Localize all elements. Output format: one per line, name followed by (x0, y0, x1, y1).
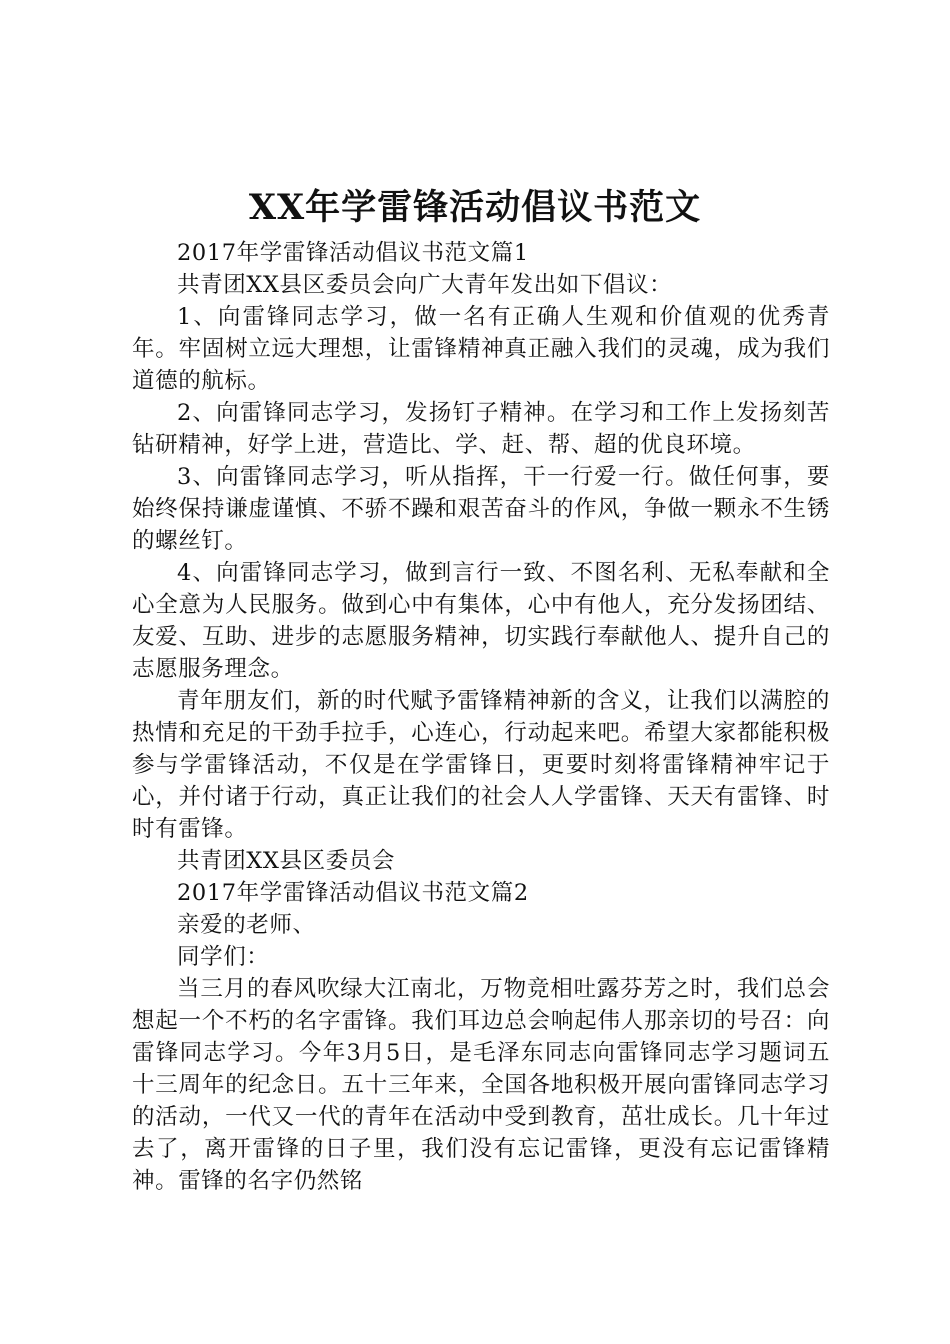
document-body (132, 237, 830, 1197)
paragraph-proposal-4: 4、向雷锋同志学习，做到言行一致、不图名利、无私奉献和全心全意为人民服务。做到心中有集体，心中有他人，充分发扬团结、友爱、互助、进步的志愿服务精神，切实践行奉献他人、提升自己的志愿服务理念。 (132, 560, 830, 682)
paragraph-closing: 青年朋友们，新的时代赋予雷锋精神新的含义，让我们以满腔的热情和充足的干劲手拉手，心连心，行动起来吧。希望大家都能积极参与学雷锋活动，不仅是在学雷锋日，更要时刻将雷锋精神牢记于心，并付诸于行动，真正让我们的社会人人学雷锋、天天有雷锋、时时有雷锋。 (132, 688, 830, 842)
paragraph-proposal-3: 3、向雷锋同志学习，听从指挥，干一行爱一行。做任何事，要始终保持谦虚谨慎、不骄不躁和艰苦奋斗的作风，争做一颗永不生锈的螺丝钉。 (132, 464, 830, 554)
document-title: XX年学雷锋活动倡议书范文 (248, 187, 702, 228)
paragraph-proposal-1: 1、向雷锋同志学习，做一名有正确人生观和价值观的优秀青年。牢固树立远大理想，让雷锋精神真正融入我们的灵魂，成为我们道德的航标。 (132, 304, 830, 394)
paragraph-body-part-2: 当三月的春风吹绿大江南北，万物竞相吐露芬芳之时，我们总会想起一个不朽的名字雷锋。我们耳边总会响起伟人那亲切的号召：向雷锋同志学习。今年3月5日，是毛泽东同志向雷锋同志学习题词五十三周年的纪念日。五十三年来，全国各地积极开展向雷锋同志学习的活动，一代又一代的青年在活动中受到教育，茁壮成长。几十年过去了，离开雷锋的日子里，我们没有忘记雷锋，更没有忘记雷锋精神。雷锋的名字仍然铭 (132, 976, 830, 1194)
paragraph-salutation-students: 同学们： (177, 944, 270, 970)
paragraph-signature: 共青团XX县区委员会 (177, 848, 396, 874)
paragraph-heading-part-2: 2017年学雷锋活动倡议书范文篇2 (177, 880, 529, 906)
paragraph-intro: 共青团XX县区委员会向广大青年发出如下倡议： (177, 272, 673, 298)
paragraph-heading-part-1: 2017年学雷锋活动倡议书范文篇1 (177, 240, 529, 266)
paragraph-proposal-2: 2、向雷锋同志学习，发扬钉子精神。在学习和工作上发扬刻苦钻研精神，好学上进，营造比、学、赶、帮、超的优良环境。 (132, 400, 830, 458)
paragraph-salutation-teachers: 亲爱的老师、 (177, 912, 316, 938)
